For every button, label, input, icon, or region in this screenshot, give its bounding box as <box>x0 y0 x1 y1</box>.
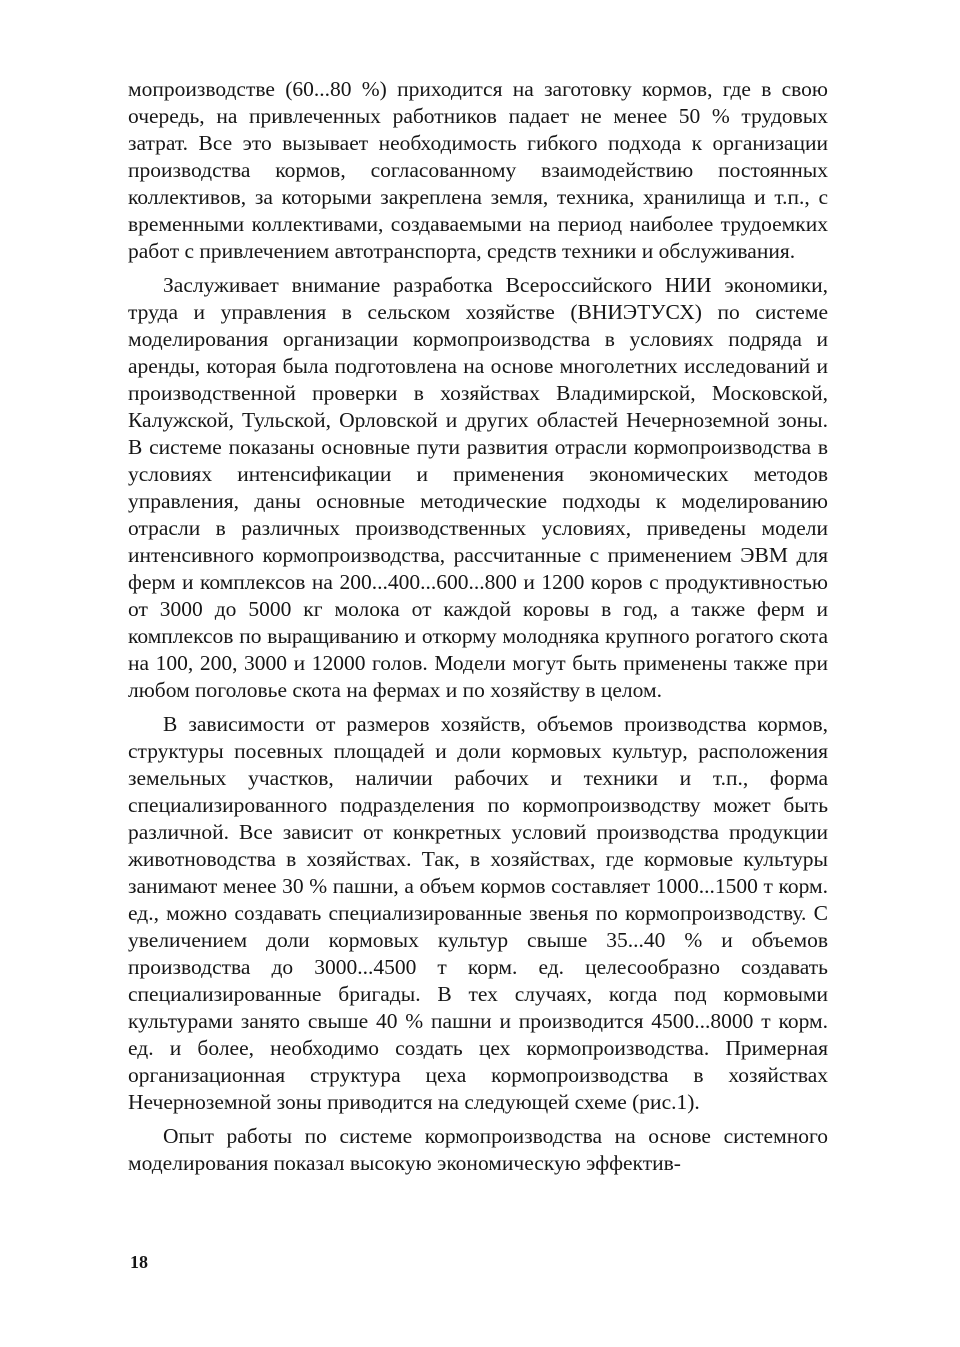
paragraph-farm-structure: В зависимости от размеров хозяйств, объемов производства кормов, структуры посевных площадей и доли кормовых культур, расположения земельных участков, наличии рабочих и техники и т.п., форма специализированного подразделения по кормопроизводству может быть различной. Все зависит от конкретных условий производства продукции животноводства в хозяйствах. Так, в хозяйствах, где кормовые культуры занимают менее 30 % пашни, а объем кормов составляет 1000...1500 т корм. ед., можно создавать специализированные звенья по кормопроизводству. С увеличением доли кормовых культур свыше 35...40 % и объемов производства до 3000...4500 т корм. ед. целесообразно создавать специализированные бригады. В тех случаях, когда под кормовыми культурами занято свыше 40 % пашни и производится 4500...8000 т корм. ед. и более, необходимо создать цех кормопроизводства. Примерная организационная структура цеха кормопроизводства в хозяйствах Нечерноземной зоны приводится на следующей схеме (рис.1). <box>128 712 828 1114</box>
paragraph-experience: Опыт работы по системе кормопроизводства на основе системного моделирования показал высокую экономическую эффектив- <box>128 1124 828 1175</box>
paragraph-vniietusx: Заслуживает внимание разработка Всероссийского НИИ экономики, труда и управления в сельском хозяйстве (ВНИЭТУСХ) по системе моделирования организации кормопроизводства в условиях подряда и аренды, которая была подготовлена на основе многолетних исследований и производственной проверки в хозяйствах Владимирской, Московской, Калужской, Тульской, Орловской и других областей Нечерноземной зоны. В системе показаны основные пути развития отрасли кормопроизводства в условиях интенсификации и применения экономических методов управления, даны основные методические подходы к моделированию отрасли в различных производственных условиях, приведены модели интенсивного кормопроизводства, рассчитанные с применением ЭВМ для ферм и комплексов на 200...400...600...800 и 1200 коров с продуктивностью от 3000 до 5000 кг молока от каждой коровы в год, а также ферм и комплексов по выращиванию и откорму молодняка крупного рогатого скота на 100, 200, 3000 и 12000 голов. Модели могут быть применены также при любом поголовье скота на фермах и по хозяйству в целом. <box>128 273 828 702</box>
body-text <box>128 76 828 1184</box>
paragraph-continuation: мопроизводстве (60...80 %) приходится на заготовку кормов, где в свою очередь, на привлеченных работников падает не менее 50 % трудовых затрат. Все это вызывает необходимость гибкого подхода к организации производства кормов, согласованному взаимодействию постоянных коллективов, за которыми закреплена земля, техника, хранилища и т.п., с временными коллективами, создаваемыми на период наиболее трудоемких работ с привлечением автотранспорта, средств техники и обслуживания. <box>128 77 828 263</box>
page-number: 18 <box>130 1252 148 1272</box>
